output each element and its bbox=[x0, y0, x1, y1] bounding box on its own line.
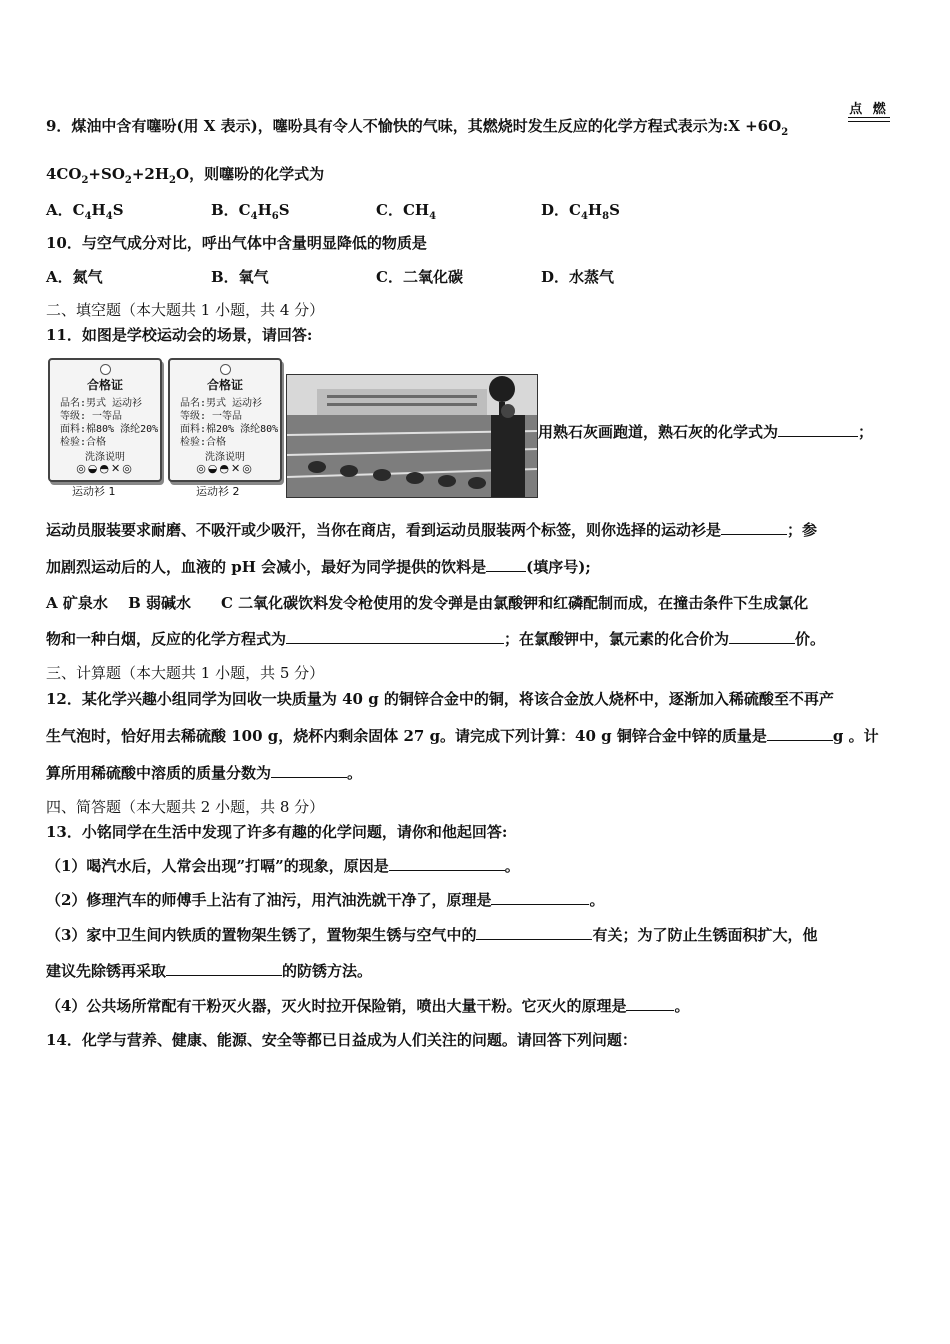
q10-stem: 10．与空气成分对比，呼出气体中含量明显降低的物质是 bbox=[46, 234, 427, 252]
q9-option-a[interactable]: A．$C_4H_4S$ bbox=[46, 201, 124, 222]
tag-hole-icon bbox=[100, 364, 111, 375]
q11-line-c: 加剧烈运动后的人，血液的 pH 会减小，最好为同学提供的饮料是 (填序号); bbox=[46, 558, 591, 576]
answer-blank-burp-reason[interactable] bbox=[389, 856, 505, 871]
q12-line-a: 12．某化学兴趣小组同学为回收一块质量为 40 g 的铜锌合金中的铜，将该合金放人烧杯中，逐渐加入稀硫酸至不再产 bbox=[46, 690, 834, 708]
tag-title: 合格证 bbox=[206, 378, 243, 392]
q14-stem: 14．化学与营养、健康、能源、安全等都已日益成为人们关注的问题。请回答下列问题： bbox=[46, 1031, 637, 1049]
answer-blank-rust-prevention[interactable] bbox=[166, 961, 282, 976]
tag-hole-icon bbox=[220, 364, 231, 375]
q13-intro: 13．小铭同学在生活中发现了许多有趣的化学问题，请你和他起回答: bbox=[46, 823, 508, 841]
tag-line: 检验:合格 bbox=[180, 437, 227, 448]
q11-line-b: 运动员服装要求耐磨、不吸汗或少吸汗，当你在商店，看到运动员服装两个标签，则你选择的运动衫是 ；参 bbox=[46, 521, 818, 539]
answer-blank-zinc-mass[interactable] bbox=[767, 726, 833, 741]
section-3-heading: 三、计算题（本大题共 1 小题，共 5 分） bbox=[46, 664, 325, 682]
wash-label: 洗涤说明 bbox=[85, 452, 125, 463]
q11-line-a: 用熟石灰画跑道，熟石灰的化学式为 ； bbox=[538, 423, 874, 441]
q11-intro: 11．如图是学校运动会的场景，请回答: bbox=[46, 326, 313, 344]
q10-option-a[interactable]: A．氮气 bbox=[46, 268, 103, 286]
answer-blank-lime-formula[interactable] bbox=[778, 422, 858, 437]
answer-blank-equation[interactable] bbox=[286, 629, 504, 644]
answer-blank-drink-choice[interactable] bbox=[486, 557, 526, 572]
section-4-heading: 四、简答题（本大题共 2 小题，共 8 分） bbox=[46, 798, 325, 816]
section-2-heading: 二、填空题（本大题共 1 小题，共 4 分） bbox=[46, 301, 325, 319]
q13-part-2: （2）修理汽车的师傅手上沾有了油污，用汽油洗就干净了，原理是 。 bbox=[46, 891, 605, 909]
equals-sign-bottom bbox=[848, 121, 890, 122]
q10-option-c[interactable]: C．二氧化碳 bbox=[376, 268, 463, 286]
tag-line: 品名:男式 运动衫 bbox=[60, 398, 143, 409]
q13-part-1: （1）喝汽水后，人常会出现”打嗝”的现象，原因是 。 bbox=[46, 857, 520, 875]
q12-line-c: 算所用稀硫酸中溶质的质量分数为 。 bbox=[46, 764, 363, 782]
q13-part-3a: （3）家中卫生间内铁质的置物架生锈了，置物架生锈与空气中的 有关；为了防止生锈面积扩大，他 bbox=[46, 926, 818, 944]
tag-line: 等级: 一等品 bbox=[180, 411, 243, 422]
q9-option-d[interactable]: D．$C_4H_8S$ bbox=[541, 201, 620, 222]
q9-option-b[interactable]: B．$C_4H_6S$ bbox=[211, 201, 290, 222]
answer-blank-valence[interactable] bbox=[729, 629, 795, 644]
q12-line-b: 生气泡时，恰好用去稀硫酸 100 g，烧杯内剩余固体 27 g。请完成下列计算：40 g 铜锌合金中锌的质量是 g 。计 bbox=[46, 727, 879, 745]
answer-blank-extinguish-principle[interactable] bbox=[626, 996, 674, 1011]
sports-field-icon bbox=[287, 375, 537, 497]
answer-blank-rust-factor[interactable] bbox=[476, 925, 592, 940]
tag-2-caption: 运动衫 2 bbox=[196, 485, 240, 498]
wash-symbols-icon: ◎◒◓✕◎ bbox=[196, 462, 254, 475]
q10-option-d[interactable]: D．水蒸气 bbox=[541, 268, 615, 286]
tag-line: 品名:男式 运动衫 bbox=[180, 398, 263, 409]
q13-part-4: （4）公共场所常配有干粉灭火器，灭火时拉开保险销，喷出大量干粉。它灭火的原理是 。 bbox=[46, 997, 690, 1015]
q9-products: $4CO_2+SO_2+2H_2O$，则噻吩的化学式为 bbox=[46, 165, 325, 186]
q10-option-b[interactable]: B．氧气 bbox=[211, 268, 269, 286]
tag-1-caption: 运动衫 1 bbox=[72, 485, 116, 498]
tag-title: 合格证 bbox=[86, 378, 123, 392]
clothing-tag-1 bbox=[48, 358, 162, 482]
tag-line: 等级: 一等品 bbox=[60, 411, 123, 422]
tag-line: 检验:合格 bbox=[60, 437, 107, 448]
clothing-tag-2 bbox=[168, 358, 282, 482]
reaction-condition: 点 燃 bbox=[849, 102, 889, 117]
q9-option-c[interactable]: C．$CH_4$ bbox=[376, 201, 437, 222]
q11-line-e: 物和一种白烟，反应的化学方程式为 ；在氯酸钾中，氯元素的化合价为 价。 bbox=[46, 630, 826, 648]
sports-meet-photo bbox=[286, 374, 538, 498]
tag-line: 面料:棉80% 涤纶20% bbox=[60, 424, 159, 435]
q9-stem: 9．煤油中含有噻吩(用 X 表示)，噻吩具有令人不愉快的气味，其燃烧时发生反应的化学方程式表示为:X $+6O_2$ bbox=[46, 117, 789, 138]
tag-line: 面料:棉20% 涤纶80% bbox=[180, 424, 279, 435]
equals-sign-top bbox=[848, 117, 890, 118]
answer-blank-mass-fraction[interactable] bbox=[271, 763, 347, 778]
wash-label: 洗涤说明 bbox=[205, 452, 245, 463]
q11-line-d: A 矿泉水 B 弱碱水 C 二氧化碳饮料发令枪使用的发令弹是由氯酸钾和红磷配制而成，在撞击条件下生成氯化 bbox=[46, 594, 809, 612]
wash-symbols-icon: ◎◒◓✕◎ bbox=[76, 462, 134, 475]
answer-blank-shirt-choice[interactable] bbox=[721, 520, 787, 535]
q13-part-3b: 建议先除锈再采取 的防锈方法。 bbox=[46, 962, 373, 980]
answer-blank-gasoline-principle[interactable] bbox=[491, 890, 589, 905]
